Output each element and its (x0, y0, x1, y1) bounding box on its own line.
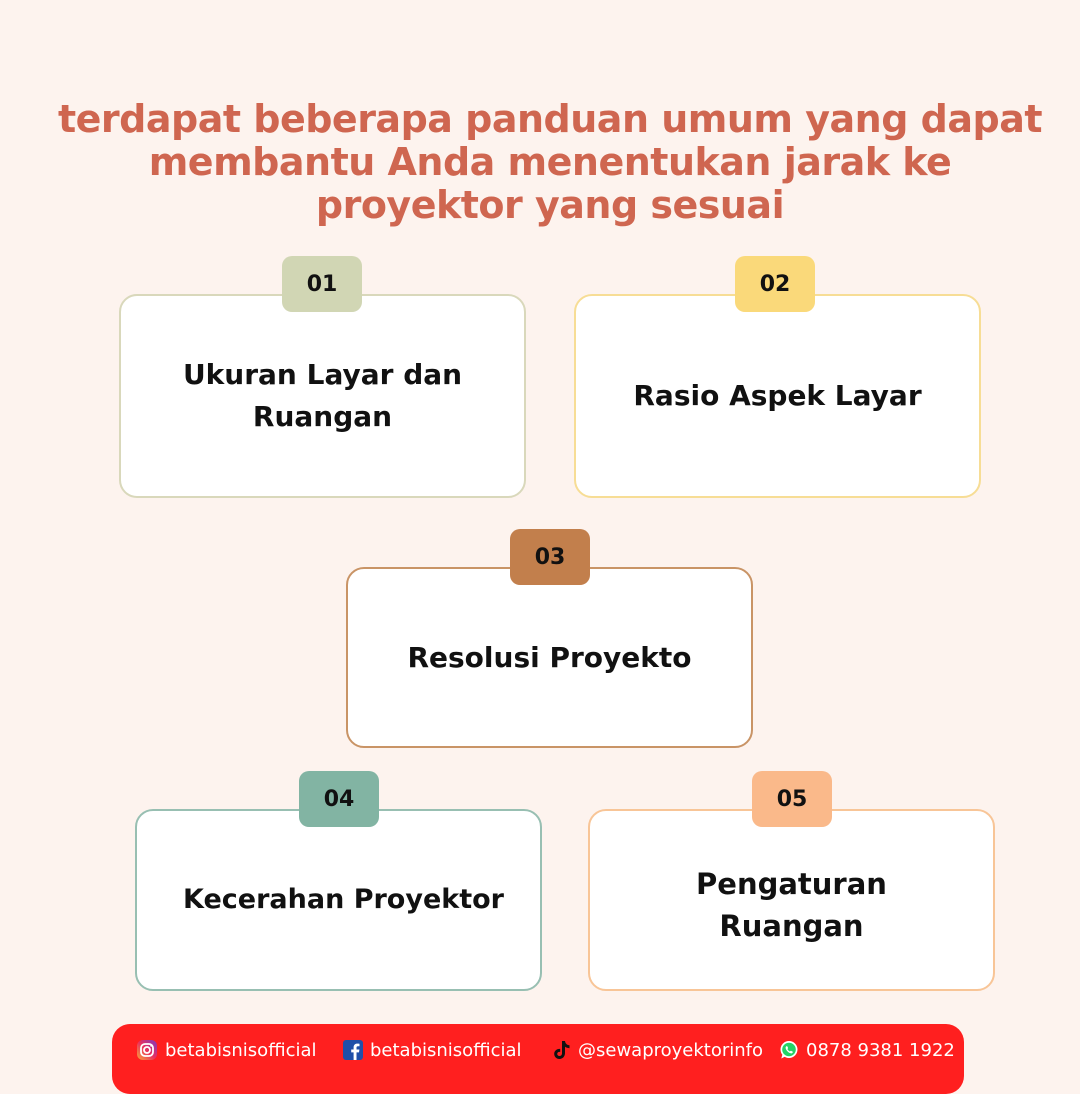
card-number-badge: 02 (735, 256, 815, 312)
tiktok-link[interactable] (553, 1036, 763, 1064)
whatsapp-icon (779, 1040, 799, 1060)
instagram-icon (136, 1039, 158, 1061)
card-kecerahan (135, 809, 542, 991)
title-line: membantu Anda menentukan jarak ke (148, 140, 952, 184)
card-label: Ukuran Layar dan (182, 358, 463, 391)
facebook-handle: betabisnisofficial (370, 1039, 522, 1061)
card-number-badge: 03 (510, 529, 590, 585)
tiktok-handle: @sewaproyektorinfo (578, 1039, 764, 1061)
whatsapp-number: 0878 9381 1922 (806, 1039, 955, 1061)
instagram-link[interactable] (136, 1036, 317, 1064)
page-title (40, 98, 1060, 227)
facebook-link[interactable] (343, 1036, 522, 1064)
instagram-handle: betabisnisofficial (165, 1039, 317, 1061)
card-ukuran-layar (119, 294, 526, 498)
card-label: Rasio Aspek Layar (633, 379, 922, 412)
title-line: terdapat beberapa panduan umum yang dapat (57, 97, 1042, 141)
card-pengaturan (588, 809, 995, 991)
card-number-badge: 05 (752, 771, 832, 827)
card-label: Resolusi Proyekto (407, 640, 692, 674)
whatsapp-link[interactable] (779, 1036, 955, 1064)
card-label: Ruangan (252, 400, 393, 433)
tiktok-icon (553, 1040, 571, 1060)
facebook-icon (343, 1040, 363, 1060)
card-number-badge: 01 (282, 256, 362, 312)
title-line: proyektor yang sesuai (315, 183, 785, 227)
card-label: Kecerahan Proyektor (183, 884, 504, 915)
card-resolusi (346, 567, 753, 748)
card-label: Pengaturan Ruangan (696, 867, 887, 943)
card-number-badge: 04 (299, 771, 379, 827)
card-rasio-aspek (574, 294, 981, 498)
